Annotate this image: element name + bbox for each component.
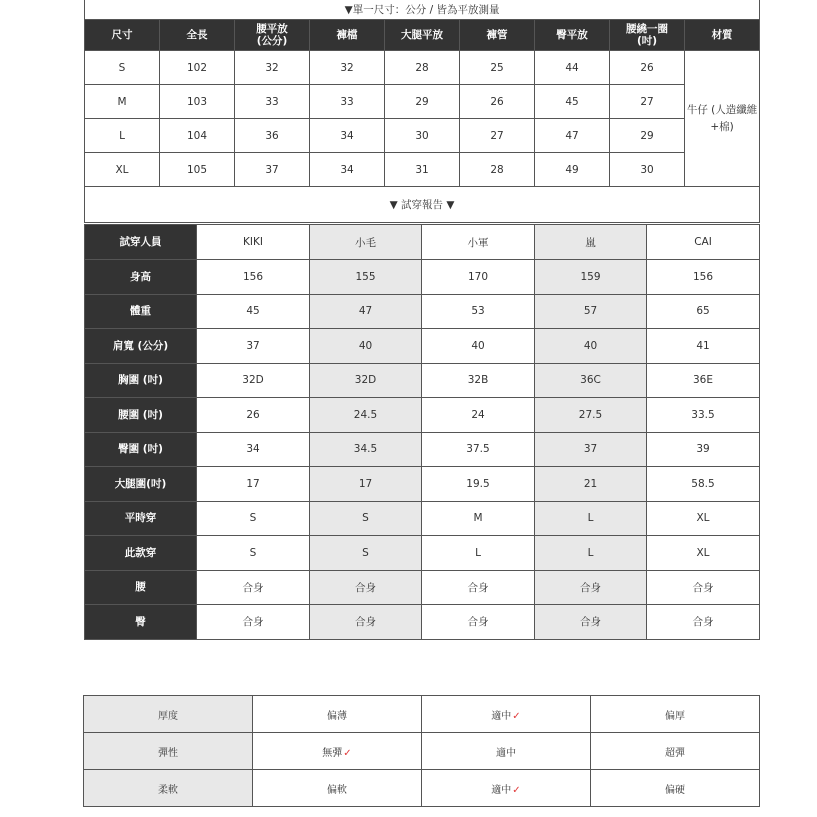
fit-report-caption: ▼ 試穿報告 ▼	[85, 187, 760, 223]
size-cell: 34	[310, 153, 385, 187]
fit-row-label: 腰圍 (吋)	[85, 398, 197, 433]
fabric-option	[253, 770, 422, 807]
fit-report-caption-row	[85, 187, 760, 223]
tester-name: CAI	[647, 225, 760, 260]
material-cell: 牛仔 (人造纖維+棉)	[685, 51, 760, 187]
fit-cell: 合身	[535, 570, 647, 605]
fit-cell: 合身	[310, 570, 422, 605]
fit-cell: 45	[197, 294, 310, 329]
size-header-6: 臀平放	[535, 20, 610, 51]
fit-row	[85, 501, 760, 536]
fit-cell: 36E	[647, 363, 760, 398]
size-cell: 26	[460, 85, 535, 119]
fit-row	[85, 329, 760, 364]
fabric-row	[84, 696, 760, 733]
size-chart-body	[85, 0, 760, 223]
fabric-option-label: 偏厚	[665, 710, 685, 722]
fabric-row-label: 柔軟	[84, 770, 253, 807]
fit-cell: 合身	[197, 570, 310, 605]
fit-cell: 合身	[197, 605, 310, 640]
fit-cell: 170	[422, 260, 535, 295]
size-cell: 32	[310, 51, 385, 85]
fit-cell: 合身	[535, 605, 647, 640]
fit-cell: 17	[197, 467, 310, 502]
size-cell: 27	[460, 119, 535, 153]
fit-cell: 合身	[647, 570, 760, 605]
fit-cell: 24	[422, 398, 535, 433]
fit-cell: 32D	[197, 363, 310, 398]
size-header-7: 腰繞一圈 (吋)	[610, 20, 685, 51]
size-cell: 45	[535, 85, 610, 119]
fabric-option	[253, 696, 422, 733]
size-header-1: 全長	[160, 20, 235, 51]
fabric-option-label: 適中	[491, 784, 512, 796]
fit-cell: 156	[647, 260, 760, 295]
fabric-row	[84, 733, 760, 770]
fit-row-label: 腰	[85, 570, 197, 605]
size-cell: 29	[385, 85, 460, 119]
fit-cell: 37	[535, 432, 647, 467]
size-cell: XL	[85, 153, 160, 187]
size-chart-caption: ▼單一尺寸：公分 / 皆為平放測量	[85, 0, 760, 20]
fabric-row-label: 彈性	[84, 733, 253, 770]
fit-cell: 40	[422, 329, 535, 364]
fit-cell: 26	[197, 398, 310, 433]
size-cell: 25	[460, 51, 535, 85]
size-cell: 104	[160, 119, 235, 153]
fit-report-body	[85, 225, 760, 640]
size-header-3: 褲檔	[310, 20, 385, 51]
size-cell: L	[85, 119, 160, 153]
size-cell: 32	[235, 51, 310, 85]
size-cell: 34	[310, 119, 385, 153]
fit-cell: 34	[197, 432, 310, 467]
fit-row-label: 大腿圍(吋)	[85, 467, 197, 502]
fabric-option	[422, 770, 591, 807]
fit-row	[85, 536, 760, 571]
fit-cell: 21	[535, 467, 647, 502]
size-cell: 28	[385, 51, 460, 85]
fit-header-label: 試穿人員	[85, 225, 197, 260]
fit-row	[85, 294, 760, 329]
size-header-5: 褲管	[460, 20, 535, 51]
fit-cell: 40	[310, 329, 422, 364]
fit-cell: XL	[647, 501, 760, 536]
fabric-option	[591, 770, 760, 807]
fit-row-label: 臀	[85, 605, 197, 640]
fit-cell: S	[197, 501, 310, 536]
fabric-option	[253, 733, 422, 770]
fit-cell: 65	[647, 294, 760, 329]
fit-cell: 32B	[422, 363, 535, 398]
fit-cell: L	[535, 501, 647, 536]
size-chart-table	[84, 0, 760, 223]
fit-row	[85, 398, 760, 433]
size-cell: 105	[160, 153, 235, 187]
fit-row-label: 平時穿	[85, 501, 197, 536]
fit-row-label: 體重	[85, 294, 197, 329]
fit-cell: 53	[422, 294, 535, 329]
fabric-option	[422, 696, 591, 733]
size-cell: 37	[235, 153, 310, 187]
size-row	[85, 51, 760, 85]
fit-cell: S	[197, 536, 310, 571]
fit-cell: 33.5	[647, 398, 760, 433]
size-cell: 47	[535, 119, 610, 153]
fit-cell: 合身	[422, 605, 535, 640]
fit-cell: 155	[310, 260, 422, 295]
tester-name: KIKI	[197, 225, 310, 260]
size-cell: 102	[160, 51, 235, 85]
size-cell: 44	[535, 51, 610, 85]
fit-row-label: 肩寬 (公分)	[85, 329, 197, 364]
fit-report-header-row	[85, 225, 760, 260]
fit-row	[85, 260, 760, 295]
fit-row-label: 胸圍 (吋)	[85, 363, 197, 398]
fit-cell: 27.5	[535, 398, 647, 433]
size-row	[85, 85, 760, 119]
tester-name: 小毛	[310, 225, 422, 260]
fit-row	[85, 432, 760, 467]
fit-cell: 37.5	[422, 432, 535, 467]
fit-cell: 合身	[647, 605, 760, 640]
fabric-option-label: 偏硬	[665, 784, 685, 796]
fit-cell: 36C	[535, 363, 647, 398]
size-cell: S	[85, 51, 160, 85]
size-row	[85, 119, 760, 153]
size-cell: 33	[235, 85, 310, 119]
fit-cell: 17	[310, 467, 422, 502]
fit-cell: 合身	[422, 570, 535, 605]
size-header-2: 腰平放 (公分)	[235, 20, 310, 51]
size-cell: 103	[160, 85, 235, 119]
fit-cell: 41	[647, 329, 760, 364]
size-chart-caption-row	[85, 0, 760, 20]
fit-report-table	[84, 224, 760, 640]
fit-cell: S	[310, 501, 422, 536]
size-header-8: 材質	[685, 20, 760, 51]
fabric-option	[591, 733, 760, 770]
size-chart-header-row	[85, 20, 760, 51]
size-cell: 33	[310, 85, 385, 119]
fabric-feel-body	[84, 696, 760, 807]
size-cell: 28	[460, 153, 535, 187]
fabric-row	[84, 770, 760, 807]
size-cell: 30	[610, 153, 685, 187]
fabric-option-label: 適中	[496, 747, 516, 759]
fit-cell: 32D	[310, 363, 422, 398]
fit-cell: 159	[535, 260, 647, 295]
fit-cell: 57	[535, 294, 647, 329]
fit-cell: XL	[647, 536, 760, 571]
fabric-option	[591, 696, 760, 733]
size-header-4: 大腿平放	[385, 20, 460, 51]
size-cell: 30	[385, 119, 460, 153]
fit-cell: M	[422, 501, 535, 536]
fit-cell: 47	[310, 294, 422, 329]
fit-row-label: 此款穿	[85, 536, 197, 571]
fit-cell: L	[422, 536, 535, 571]
fit-cell: S	[310, 536, 422, 571]
tester-name: 嵐	[535, 225, 647, 260]
size-header-0: 尺寸	[85, 20, 160, 51]
fabric-row-label: 厚度	[84, 696, 253, 733]
fabric-option-label: 偏薄	[327, 710, 347, 722]
fit-row-label: 身高	[85, 260, 197, 295]
tester-name: 小軍	[422, 225, 535, 260]
check-icon: ✓	[343, 747, 352, 759]
fit-cell: 37	[197, 329, 310, 364]
fabric-option-label: 偏軟	[327, 784, 347, 796]
size-cell: 29	[610, 119, 685, 153]
fabric-option	[422, 733, 591, 770]
check-icon: ✓	[512, 784, 521, 796]
fit-row	[85, 605, 760, 640]
check-icon: ✓	[512, 710, 521, 722]
size-cell: 27	[610, 85, 685, 119]
fabric-option-label: 無彈	[322, 747, 343, 759]
fit-row	[85, 467, 760, 502]
fit-row	[85, 570, 760, 605]
fit-cell: 19.5	[422, 467, 535, 502]
fit-cell: 34.5	[310, 432, 422, 467]
fit-cell: 24.5	[310, 398, 422, 433]
fit-row-label: 臀圍 (吋)	[85, 432, 197, 467]
size-cell: M	[85, 85, 160, 119]
fit-row	[85, 363, 760, 398]
fit-cell: L	[535, 536, 647, 571]
fit-cell: 39	[647, 432, 760, 467]
size-cell: 31	[385, 153, 460, 187]
fit-cell: 40	[535, 329, 647, 364]
fabric-feel-table	[83, 695, 760, 807]
size-cell: 36	[235, 119, 310, 153]
fit-cell: 合身	[310, 605, 422, 640]
fabric-option-label: 超彈	[665, 747, 685, 759]
fit-cell: 156	[197, 260, 310, 295]
size-cell: 49	[535, 153, 610, 187]
fit-cell: 58.5	[647, 467, 760, 502]
size-row	[85, 153, 760, 187]
fabric-option-label: 適中	[491, 710, 512, 722]
size-cell: 26	[610, 51, 685, 85]
